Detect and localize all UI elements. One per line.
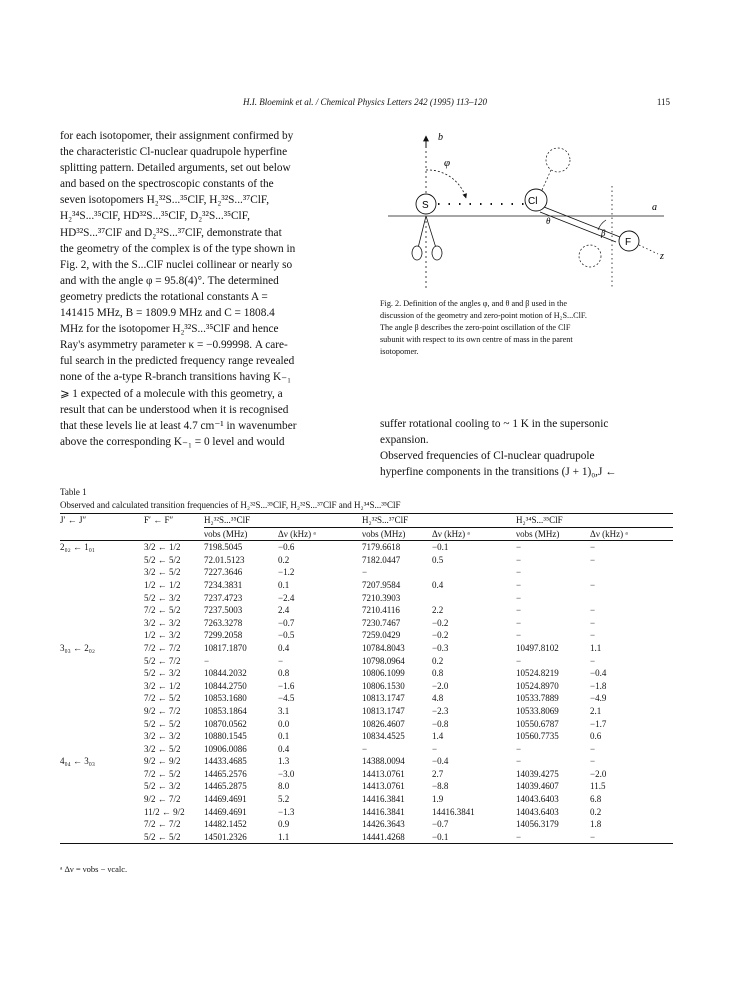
table-row xyxy=(60,629,673,642)
body-text-line: the characteristic Cl-nuclear quadrupole hyperfine xyxy=(60,146,288,159)
table-cell: 10497.8102 xyxy=(516,642,559,653)
caption-line: discussion of the geometry and zero-point motion of H₂S...ClF. xyxy=(380,311,587,321)
body-text-line: H₂³⁴S...³⁵ClF, HD³²S...³⁵ClF, D₂³²S...³⁵ClF, xyxy=(60,210,250,223)
right-column-text xyxy=(380,416,670,480)
table-cell: 10853.1680 xyxy=(204,693,247,704)
table-cell xyxy=(60,806,144,819)
caption-line: Fig. 2. Definition of the angles φ, and θ and β used in the xyxy=(380,299,567,308)
table-cell: − xyxy=(590,630,596,641)
body-text-line: Ray's asymmetry parameter κ = −0.99998. A care- xyxy=(60,339,288,352)
table-cell: −0.1 xyxy=(432,542,449,553)
body-text-line: ful search in the predicted frequency range revealed xyxy=(60,355,295,368)
table-cell xyxy=(60,655,144,668)
table-cell: 8.0 xyxy=(278,781,290,792)
table-cell xyxy=(590,592,673,605)
table-cell: 14441.4268 xyxy=(362,831,405,842)
table-cell: 14413.0761 xyxy=(362,768,405,779)
table-cell: 1.1 xyxy=(278,831,290,842)
sub-header-diff: Δν (kHz) ᵃ xyxy=(590,528,628,539)
table-cell: − xyxy=(516,554,522,565)
group-header-1: H₂³²S...³⁵ClF xyxy=(204,514,362,528)
f-atom-label: F xyxy=(625,237,632,248)
table-cell: 7/2 ← 7/2 xyxy=(144,642,181,653)
phi-label: φ xyxy=(444,157,451,169)
table-row xyxy=(60,680,673,693)
body-text-line: splitting pattern. Detailed arguments, set out below xyxy=(60,162,291,175)
table-cell xyxy=(60,554,144,567)
table-cell: 0.8 xyxy=(432,668,444,679)
table-cell: − xyxy=(516,630,522,641)
table-cell: 11/2 ← 9/2 xyxy=(144,806,185,817)
table-cell: 10560.7735 xyxy=(516,731,559,742)
body-text-line: HD³²S...³⁷ClF and D₂³²S...³⁷ClF, demonstrate that xyxy=(60,226,282,239)
cl-atom-label: Cl xyxy=(528,196,538,207)
table-cell: 10806.1099 xyxy=(362,668,405,679)
table-cell: 2.1 xyxy=(590,705,602,716)
table-row xyxy=(60,566,673,579)
table-cell: −8.8 xyxy=(432,781,449,792)
table-cell: 10524.8970 xyxy=(516,680,559,691)
table-cell: 3/2 ← 3/2 xyxy=(144,731,181,742)
table-cell: 14388.0094 xyxy=(362,756,405,767)
table-cell: 14469.4691 xyxy=(204,794,247,805)
table-cell xyxy=(60,604,144,617)
table-row xyxy=(60,806,673,819)
table-cell: 10533.8069 xyxy=(516,705,559,716)
table-cell: −4.5 xyxy=(278,693,295,704)
table-cell: 5.2 xyxy=(278,794,290,805)
left-column-text xyxy=(60,128,350,450)
table-cell: 7237.4723 xyxy=(204,592,243,603)
table-cell: −2.4 xyxy=(278,592,295,603)
table-cell: 14501.2326 xyxy=(204,831,247,842)
s-atom-label: S xyxy=(422,200,429,211)
table-cell: 0.1 xyxy=(278,579,290,590)
table-cell: 10844.2032 xyxy=(204,668,247,679)
table-cell xyxy=(590,566,673,579)
table-cell: −2.0 xyxy=(590,768,607,779)
h-atom-left xyxy=(412,246,422,260)
table-cell xyxy=(60,780,144,793)
transition-frequency-table xyxy=(60,513,673,844)
table-cell: − xyxy=(590,579,596,590)
table-cell: 7179.6618 xyxy=(362,542,401,553)
table-cell xyxy=(60,592,144,605)
caption-line: subunit with respect to its own centre of mass in the parent xyxy=(380,335,573,345)
table-cell: − xyxy=(516,655,522,666)
table-cell: 14413.0761 xyxy=(362,781,405,792)
table-cell: 5/2 ← 5/2 xyxy=(144,831,181,842)
table-row xyxy=(60,692,673,705)
table-row xyxy=(60,541,673,554)
table-cell: − xyxy=(516,743,522,754)
table-cell xyxy=(60,579,144,592)
table-cell: 7/2 ← 5/2 xyxy=(144,605,181,616)
table-cell: 3₀₃ ← 2₀₂ xyxy=(60,642,96,653)
table-cell: − xyxy=(516,592,522,603)
figure-2-caption xyxy=(380,298,670,358)
table-cell: 7227.3646 xyxy=(204,567,243,578)
table-cell: 5/2 ← 3/2 xyxy=(144,592,181,603)
group-header-2: H₂³²S...³⁷ClF xyxy=(362,514,516,528)
table-cell xyxy=(60,730,144,743)
table-cell: 10826.4607 xyxy=(362,718,405,729)
table-row xyxy=(60,592,673,605)
table-cell: − xyxy=(590,605,596,616)
table-cell: 10813.1747 xyxy=(362,705,405,716)
table-cell: 10798.0964 xyxy=(362,655,405,666)
body-text-line: the geometry of the complex is of the type shown in xyxy=(60,242,296,255)
table-cell: 10524.8219 xyxy=(516,668,559,679)
table-cell: − xyxy=(590,542,596,553)
body-text-line: that these levels lie at least 4.7 cm⁻¹ in wavenumber xyxy=(60,419,297,432)
table-cell: 0.4 xyxy=(278,743,290,754)
table-cell: −3.0 xyxy=(278,768,295,779)
table-cell: 3/2 ← 5/2 xyxy=(144,743,181,754)
table-cell: 4.8 xyxy=(432,693,444,704)
table-row xyxy=(60,718,673,731)
body-text-line: none of the a-type R-branch transitions having K₋₁ xyxy=(60,371,292,384)
table-row xyxy=(60,780,673,793)
table-cell: 7/2 ← 5/2 xyxy=(144,768,181,779)
table-cell xyxy=(60,617,144,630)
table-cell: −1.2 xyxy=(278,567,295,578)
table-cell: 5/2 ← 7/2 xyxy=(144,655,181,666)
table-cell: − xyxy=(278,655,284,666)
table-cell: 10784.8043 xyxy=(362,642,405,653)
body-text-line: 141415 MHz, B = 1809.9 MHz and C = 1808.4 xyxy=(60,307,275,320)
table-cell: 1.9 xyxy=(432,794,444,805)
table-cell: 0.8 xyxy=(278,668,290,679)
table-row xyxy=(60,667,673,680)
col-header-hyperfine: F′ ← F″ xyxy=(144,515,174,526)
table-cell: 4₀₄ ← 3₀₃ xyxy=(60,756,96,767)
b-axis-label: b xyxy=(438,132,443,143)
table-cell: −0.3 xyxy=(432,642,449,653)
table-cell: − xyxy=(516,605,522,616)
table-cell: −4.9 xyxy=(590,693,607,704)
sub-header-diff: Δν (kHz) ᵃ xyxy=(432,528,470,539)
table-cell: 7234.3831 xyxy=(204,579,243,590)
table-cell: 10906.0086 xyxy=(204,743,247,754)
table-cell: − xyxy=(516,542,522,553)
table-cell: 7198.5045 xyxy=(204,542,243,553)
body-text-line: hyperfine components in the transitions (J + 1)₀,J ← xyxy=(380,466,617,479)
body-text-line: for each isotopomer, their assignment confirmed by xyxy=(60,130,294,142)
table-cell: 7/2 ← 5/2 xyxy=(144,693,181,704)
caption-line: isotopomer. xyxy=(380,347,419,357)
table-cell: 10806.1530 xyxy=(362,680,405,691)
table-cell: − xyxy=(362,567,368,578)
table-cell: −1.7 xyxy=(590,718,607,729)
sub-header-obs: νobs (MHz) xyxy=(516,528,560,539)
table-cell: 3/2 ← 3/2 xyxy=(144,617,181,628)
table-cell: − xyxy=(516,567,522,578)
table-row xyxy=(60,579,673,592)
table-cell: −0.7 xyxy=(432,819,449,830)
table-cell: 10550.6787 xyxy=(516,718,559,729)
body-text-line: and with the angle φ = 95.8(4)°. The determined xyxy=(60,274,279,287)
table-cell: 10870.0562 xyxy=(204,718,247,729)
table-row xyxy=(60,730,673,743)
table-cell xyxy=(60,768,144,781)
group-header-3: H₂³⁴S...³⁵ClF xyxy=(516,514,673,528)
f-atom-ghost-upper xyxy=(546,148,570,172)
table-cell: − xyxy=(362,743,368,754)
table-row xyxy=(60,705,673,718)
table-cell: 9/2 ← 9/2 xyxy=(144,756,181,767)
table-cell: 14433.4685 xyxy=(204,756,247,767)
table-cell: 14482.1452 xyxy=(204,819,247,830)
table-cell xyxy=(60,718,144,731)
table-cell: − xyxy=(204,655,210,666)
table-cell: 10533.7889 xyxy=(516,693,559,704)
table-cell xyxy=(60,629,144,642)
table-cell: 2₀₂ ← 1₀₁ xyxy=(60,542,96,553)
running-title: H.I. Bloemink et al. / Chemical Physics Letters 242 (1995) 113–120 xyxy=(242,97,488,107)
table-cell xyxy=(60,831,144,844)
table-row xyxy=(60,604,673,617)
z-axis-line xyxy=(639,245,658,254)
table-cell: 14039.4275 xyxy=(516,768,559,779)
table-cell: 0.2 xyxy=(278,554,290,565)
table-cell: 10813.1747 xyxy=(362,693,405,704)
table-row xyxy=(60,554,673,567)
table-cell: 5/2 ← 5/2 xyxy=(144,718,181,729)
table-cell xyxy=(60,667,144,680)
table-row xyxy=(60,642,673,655)
col-header-transition: J′ ← J″ xyxy=(60,515,87,526)
table-cell: 10880.1545 xyxy=(204,731,247,742)
table-cell: 7182.0447 xyxy=(362,554,401,565)
table-cell xyxy=(432,566,516,579)
table-cell xyxy=(60,692,144,705)
h-atom-right xyxy=(432,246,442,260)
table-cell: 7210.4116 xyxy=(362,605,400,616)
table-cell: 2.7 xyxy=(432,768,444,779)
table-cell xyxy=(60,818,144,831)
table-cell: 14426.3643 xyxy=(362,819,405,830)
table-cell: −2.0 xyxy=(432,680,449,691)
table-cell: 7259.0429 xyxy=(362,630,401,641)
table-cell: 14039.4607 xyxy=(516,781,559,792)
table-cell: 0.1 xyxy=(278,731,290,742)
table-cell: 7237.5003 xyxy=(204,605,243,616)
table-cell xyxy=(60,743,144,756)
table-cell: −1.6 xyxy=(278,680,295,691)
table-cell: − xyxy=(516,831,522,842)
body-text-line: MHz for the isotopomer H₂³²S...³⁵ClF and hence xyxy=(60,323,279,336)
table-row xyxy=(60,655,673,668)
table-cell: 5/2 ← 3/2 xyxy=(144,668,181,679)
body-text-line: geometry predicts the rotational constants A = xyxy=(60,290,268,303)
table-cell: 3/2 ← 5/2 xyxy=(144,567,181,578)
table-row xyxy=(60,743,673,756)
table-cell: −2.3 xyxy=(432,705,449,716)
table-footnote: ᵃ Δν = νobs − νcalc. xyxy=(60,864,128,874)
table-row xyxy=(60,818,673,831)
table-cell: 14416.3841 xyxy=(362,806,405,817)
table-cell: 14416.3841 xyxy=(362,794,405,805)
body-text-line: Fig. 2, with the S...ClF nuclei collinear or nearly so xyxy=(60,258,293,271)
body-text-line: expansion. xyxy=(380,434,429,447)
table-cell: 0.9 xyxy=(278,819,290,830)
phi-arc xyxy=(426,170,466,198)
table-cell: − xyxy=(432,743,438,754)
table-cell: 14465.2576 xyxy=(204,768,247,779)
table-cell: 3.1 xyxy=(278,705,290,716)
table-cell: 9/2 ← 7/2 xyxy=(144,705,181,716)
table-cell: 14465.2875 xyxy=(204,781,247,792)
table-row xyxy=(60,793,673,806)
page-number: 115 xyxy=(656,97,670,107)
a-axis-label: a xyxy=(652,202,657,213)
table-cell: 72.01.5123 xyxy=(204,554,245,565)
table-cell: 5/2 ← 5/2 xyxy=(144,554,181,565)
table-row xyxy=(60,617,673,630)
table-cell xyxy=(60,566,144,579)
beta-label: β xyxy=(601,228,606,238)
body-text-line: Observed frequencies of Cl-nuclear quadrupole xyxy=(380,450,595,463)
f-atom-ghost-lower xyxy=(579,245,601,267)
table-cell xyxy=(60,793,144,806)
body-text-line: and based on the spectroscopic constants of the xyxy=(60,178,274,191)
sub-header-obs: νobs (MHz) xyxy=(204,528,248,539)
table-cell: − xyxy=(590,655,596,666)
table-cell: 1/2 ← 1/2 xyxy=(144,579,181,590)
table-cell: − xyxy=(516,617,522,628)
body-text-line: suffer rotational cooling to ~ 1 K in the supersonic xyxy=(380,418,609,430)
table-cell: 1.4 xyxy=(432,731,444,742)
table-cell: 7263.3278 xyxy=(204,617,243,628)
table-cell: 2.4 xyxy=(278,605,290,616)
table-cell: 6.8 xyxy=(590,794,602,805)
body-text-line: above the corresponding K₋₁ = 0 level and would xyxy=(60,435,285,448)
table-cell: 7230.7467 xyxy=(362,617,401,628)
table-cell: −0.5 xyxy=(278,630,295,641)
table-cell: 14469.4691 xyxy=(204,806,247,817)
table-row xyxy=(60,755,673,768)
table-cell: 7299.2058 xyxy=(204,630,243,641)
table-body xyxy=(60,541,673,844)
table-cell: −0.8 xyxy=(432,718,449,729)
table-cell: − xyxy=(516,756,522,767)
table-cell: 1.3 xyxy=(278,756,290,767)
table-cell: 5/2 ← 3/2 xyxy=(144,781,181,792)
table-cell xyxy=(60,680,144,693)
table-cell: 3/2 ← 1/2 xyxy=(144,542,181,553)
table-cell: 7/2 ← 7/2 xyxy=(144,819,181,830)
table-cell: −0.4 xyxy=(432,756,449,767)
table-cell: 0.2 xyxy=(432,655,444,666)
table-cell: 1/2 ← 3/2 xyxy=(144,630,181,641)
table-row xyxy=(60,831,673,844)
body-text-line: result that can be understood when it is recognised xyxy=(60,403,289,416)
table-cell: 10834.4525 xyxy=(362,731,405,742)
table-cell: 0.4 xyxy=(432,579,444,590)
table-cell: −1.3 xyxy=(278,806,295,817)
table-cell: 1.8 xyxy=(590,819,602,830)
table-cell: −0.4 xyxy=(590,668,607,679)
table-cell: 0.4 xyxy=(278,642,290,653)
body-text-line: ⩾ 1 expected of a molecule with this geometry, a xyxy=(60,387,283,400)
body-text-line: seven isotopomers H₂³²S...³⁵ClF, H₂³²S...³⁷ClF, xyxy=(60,194,270,207)
sub-header-obs: νobs (MHz) xyxy=(362,528,406,539)
table-cell: 14043.6403 xyxy=(516,806,559,817)
table-cell: 14043.6403 xyxy=(516,794,559,805)
table-cell: −0.1 xyxy=(432,831,449,842)
table-cell: −0.6 xyxy=(278,542,295,553)
table-cell: 14416.3841 xyxy=(432,806,475,817)
table-cell xyxy=(432,592,516,605)
table-cell: 14056.3179 xyxy=(516,819,559,830)
table-caption: Observed and calculated transition frequencies of H₂³²S...³⁵ClF, H₂³²S...³⁷ClF and H₂³⁴S...³⁵ClF xyxy=(60,500,401,510)
table-cell: − xyxy=(590,831,596,842)
caption-line: The angle β describes the zero-point oscillation of the ClF xyxy=(380,323,571,333)
table-cell: 0.5 xyxy=(432,554,444,565)
running-header xyxy=(60,97,670,111)
table-row xyxy=(60,768,673,781)
table-cell: 0.2 xyxy=(590,806,602,817)
table-cell: − xyxy=(516,579,522,590)
sub-header-diff: Δν (kHz) ᵃ xyxy=(278,528,316,539)
table-cell: 9/2 ← 7/2 xyxy=(144,794,181,805)
table-cell: − xyxy=(590,756,596,767)
table-cell: −1.8 xyxy=(590,680,607,691)
table-title: Table 1 xyxy=(60,487,87,497)
table-cell: 10844.2750 xyxy=(204,680,247,691)
table-cell: −0.2 xyxy=(432,617,449,628)
table-cell: 10817.1870 xyxy=(204,642,247,653)
theta-label: θ xyxy=(546,216,551,226)
table-cell: 10853.1864 xyxy=(204,705,247,716)
table-cell: 1.1 xyxy=(590,642,602,653)
table-cell: −0.7 xyxy=(278,617,295,628)
table-cell: −0.2 xyxy=(432,630,449,641)
table-cell: 2.2 xyxy=(432,605,444,616)
figure-2-diagram xyxy=(380,128,670,298)
table-cell: 3/2 ← 1/2 xyxy=(144,680,181,691)
table-cell: − xyxy=(590,554,596,565)
table-cell: − xyxy=(590,743,596,754)
table-cell: − xyxy=(590,617,596,628)
z-axis-label: z xyxy=(660,251,664,262)
table-cell: 11.5 xyxy=(590,781,606,792)
table-cell: 7210.3903 xyxy=(362,592,401,603)
table-cell: 7207.9584 xyxy=(362,579,401,590)
table-cell: 0.6 xyxy=(590,731,602,742)
table-cell xyxy=(60,705,144,718)
table-cell: 0.0 xyxy=(278,718,290,729)
